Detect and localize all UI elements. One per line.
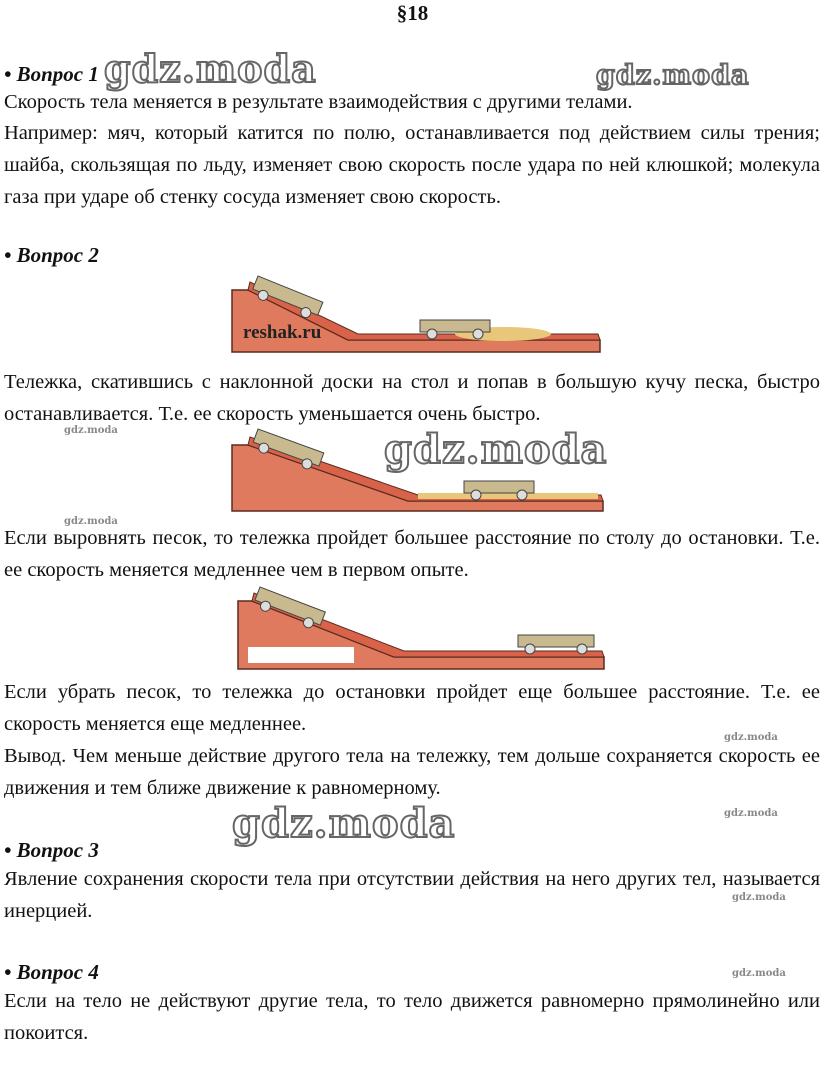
figure-cart-no-sand [234, 583, 612, 675]
question-2-conclusion: Вывод. Чем меньше действие другого тела на тележку, тем дольше сохраняется скорость ее движения и тем ближе движение к равномерному. [4, 745, 820, 799]
question-4-label: • Вопрос 4 [4, 960, 99, 984]
section-title: §18 [396, 1, 429, 25]
watermark-small-2: gdz.moda [64, 516, 118, 527]
watermark-small-1: gdz.moda [64, 425, 118, 436]
question-1-answer-p2: Например: мяч, который катится по полю, останавливается под действием силы трения; шайба, скользящая по льду, изменяет свою скорость после удара по ней клюшкой; молекула газа при ударе об стенку сосуда изменяет свою скорость. [4, 122, 820, 208]
question-4-answer: Если на тело не действуют другие тела, то тело движется равномерно прямолинейно или покоится. [4, 990, 820, 1044]
question-1-label: • Вопрос 1 [4, 62, 99, 86]
question-2-answer-p1: Тележка, скатившись с наклонной доски на стол и попав в большую кучу песка, быстро останавливается. Т.е. ее скорость уменьшается очень быстро. [4, 371, 820, 425]
question-2-label: • Вопрос 2 [4, 243, 99, 267]
question-2-answer-p2: Если выровнять песок, то тележка пройдет большее расстояние по столу до остановки. Т.е. ее скорость меняется медленнее чем в первом опыте. [4, 527, 820, 581]
figure-cart-big-sand [228, 270, 610, 358]
watermark-small-5: gdz.moda [732, 892, 786, 903]
reshak-watermark: reshak.ru [243, 322, 322, 343]
watermark-small-4: gdz.moda [724, 808, 778, 819]
watermark-small-3: gdz.moda [724, 732, 778, 743]
watermark-small-6: gdz.moda [732, 968, 786, 979]
watermark-large-2: gdz.moda [596, 60, 750, 91]
watermark-large-1: gdz.moda [104, 46, 317, 91]
question-2-answer-p3: Если убрать песок, то тележка до остановки пройдет еще большее расстояние. Т.е. ее скорость меняется еще медленнее. [4, 681, 820, 735]
question-1-answer-p1: Скорость тела меняется в результате взаимодействия с другими телами. [4, 91, 633, 113]
question-3-answer: Явление сохранения скорости тела при отсутствии действия на него других тел, называется инерцией. [4, 868, 820, 922]
watermark-large-4: gdz.moda [232, 800, 456, 847]
question-3-label: • Вопрос 3 [4, 838, 99, 862]
watermark-large-3: gdz.moda [384, 426, 608, 473]
